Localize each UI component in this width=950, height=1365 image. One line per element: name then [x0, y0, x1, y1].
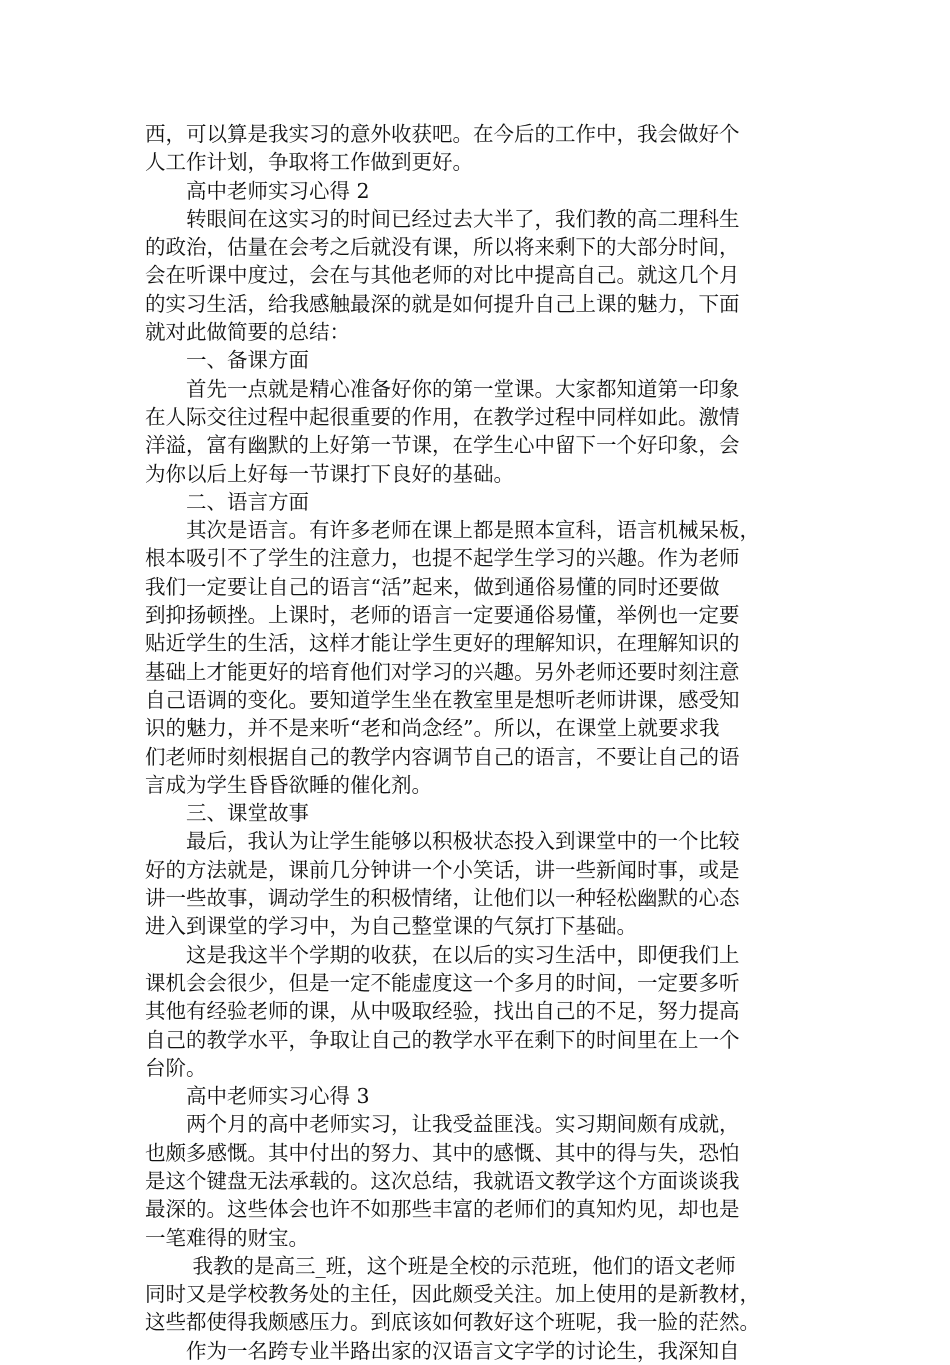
text-line: 的实习生活，给我感触最深的就是如何提升自己上课的魅力，下面 [145, 291, 740, 316]
text-line: 在人际交往过程中起很重要的作用，在教学过程中同样如此。激情 [145, 404, 740, 429]
text-line: 自己的教学水平，争取让自己的教学水平在剩下的时间里在上一个 [145, 1027, 740, 1052]
text-line: 们老师时刻根据自己的教学内容调节自己的语言，不要让自己的语 [145, 744, 740, 769]
text-line: 会在听课中度过，会在与其他老师的对比中提高自己。就这几个月 [145, 263, 740, 288]
text-line: 高中老师实习心得 2 [145, 178, 370, 203]
text-line: 这些都使得我颇感压力。到底该如何教好这个班呢，我一脸的茫然。 [145, 1310, 760, 1335]
text-line: 首先一点就是精心准备好你的第一堂课。大家都知道第一印象 [145, 376, 740, 401]
text-line: 转眼间在这实习的时间已经过去大半了，我们教的高二理科生 [145, 206, 740, 231]
text-line: 自己语调的变化。要知道学生坐在教室里是想听老师讲课，感受知 [145, 687, 740, 712]
text-line: 三、课堂故事 [145, 801, 309, 826]
text-line: 为你以后上好每一节课打下良好的基础。 [145, 461, 514, 486]
text-line: 台阶。 [145, 1055, 207, 1080]
text-line: 的政治，估量在会考之后就没有课，所以将来剩下的大部分时间， [145, 235, 740, 260]
text-line: 好的方法就是，课前几分钟讲一个小笑话，讲一些新闻时事，或是 [145, 857, 740, 882]
text-line: 一、备课方面 [145, 348, 309, 373]
text-line: 课机会会很少，但是一定不能虚度这一个多月的时间，一定要多听 [145, 970, 740, 995]
text-line: 同时又是学校教务处的主任，因此颇受关注。加上使用的是新教材， [145, 1282, 760, 1307]
text-line: 我教的是高三_班，这个班是全校的示范班，他们的语文老师 [145, 1253, 736, 1278]
text-line: 西，可以算是我实习的意外收获吧。在今后的工作中，我会做好个 [145, 122, 740, 146]
text-line: 人工作计划，争取将工作做到更好。 [145, 150, 473, 175]
text-line: 作为一名跨专业半路出家的汉语言文字学的讨论生，我深知自 [145, 1338, 740, 1363]
text-line: 最深的。这些体会也许不如那些丰富的老师们的真知灼见，却也是 [145, 1197, 740, 1222]
text-line: 言成为学生昏昏欲睡的催化剂。 [145, 772, 432, 797]
text-line: 最后，我认为让学生能够以积极状态投入到课堂中的一个比较 [145, 829, 740, 854]
text-line: 高中老师实习心得 3 [145, 1084, 370, 1109]
text-line: 我们一定要让自己的语言“活”起来，做到通俗易懂的同时还要做 [145, 574, 720, 599]
text-line: 基础上才能更好的培育他们对学习的兴趣。另外老师还要时刻注意 [145, 659, 740, 684]
text-line: 到抑扬顿挫。上课时，老师的语言一定要通俗易懂，举例也一定要 [145, 603, 740, 628]
text-line: 其次是语言。有许多老师在课上都是照本宣科，语言机械呆板， [145, 518, 760, 543]
text-line: 二、语言方面 [145, 489, 309, 514]
text-line: 识的魅力，并不是来听“老和尚念经”。所以，在课堂上就要求我 [145, 716, 720, 741]
text-line: 就对此做简要的总结： [145, 320, 350, 345]
text-line: 贴近学生的生活，这样才能让学生更好的理解知识，在理解知识的 [145, 631, 740, 656]
text-line: 其他有经验老师的课，从中吸取经验，找出自己的不足，努力提高 [145, 999, 740, 1024]
text-line: 讲一些故事，调动学生的积极情绪，让他们以一种轻松幽默的心态 [145, 886, 740, 911]
text-line: 一笔难得的财宝。 [145, 1225, 309, 1250]
text-line: 进入到课堂的学习中，为自己整堂课的气氛打下基础。 [145, 914, 637, 939]
text-line: 两个月的高中老师实习，让我受益匪浅。实习期间颇有成就， [145, 1112, 740, 1137]
text-line: 也颇多感慨。其中付出的努力、其中的感慨、其中的得与失，恐怕 [145, 1140, 740, 1165]
text-line: 这是我这半个学期的收获，在以后的实习生活中，即便我们上 [145, 942, 740, 967]
text-line: 洋溢，富有幽默的上好第一节课，在学生心中留下一个好印象，会 [145, 433, 740, 458]
document-body [145, 120, 805, 1365]
text-line: 是这个键盘无法承载的。这次总结，我就语文教学这个方面谈谈我 [145, 1168, 740, 1193]
text-line: 根本吸引不了学生的注意力，也提不起学生学习的兴趣。作为老师 [145, 546, 740, 571]
